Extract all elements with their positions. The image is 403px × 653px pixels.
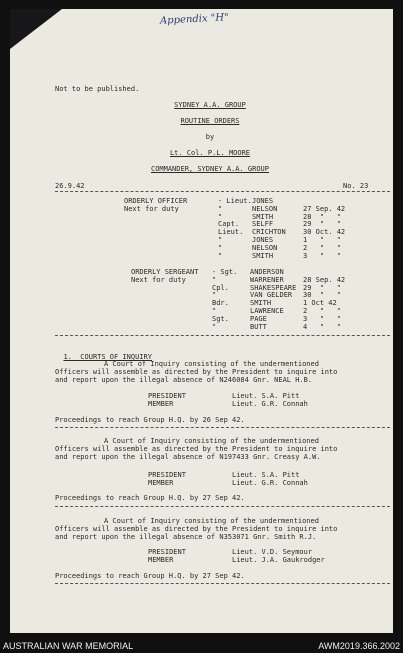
member-label: MEMBER [148,479,174,487]
section-rule [55,335,390,336]
roster-rank: Bdr. [212,299,229,308]
roster-name: JONES [252,236,274,244]
section-heading [55,345,152,361]
orderly-sergeant-sublabel: Next for duty [131,276,186,284]
roster-name: ANDERSON [250,268,284,276]
issuing-officer: Lt. Col. P.L. MOORE [169,149,251,157]
roster-rank: " [218,251,223,260]
roster-name: SMITH [250,299,272,308]
roster-rank: " [212,322,217,331]
member-name: Lieut. G.R. Connah [232,479,308,487]
roster-name: CRICHTON [252,228,286,237]
roster-rank: Lieut. [218,228,244,237]
archive-reference: AWM2019.366.2002 [318,641,400,651]
roster-name: NELSON [252,204,278,213]
president-label: PRESIDENT [148,548,186,556]
roster-rank: " [218,243,223,252]
roster-name: BUTT [250,322,267,331]
roster-date: 28 Sep. 42 [303,275,346,284]
roster-rank: " [212,275,217,284]
roster-date: 29 " " [303,220,341,229]
order-date: 26.9.42 [55,182,85,190]
roster-rank: Sgt. [212,314,229,323]
president-name: Lieut. S.A. Pitt [232,392,300,400]
roster-rank: " [212,291,217,300]
roster-rank: " [212,307,217,315]
inquiry-line: A Court of Inquiry consisting of the undermentioned [104,437,319,445]
roster-date: 2 " " [303,243,341,252]
roster-name: PAGE [250,314,267,323]
orderly-officer-label: ORDERLY OFFICER [124,197,188,205]
proceedings-note: Proceedings to reach Group H.Q. by 27 Sep 42. [55,572,245,580]
inquiry-line: Officers will assemble as directed by the President to inquire into [55,368,338,376]
document-subtitle: ROUTINE ORDERS [180,117,240,125]
roster-date: 29 " " [303,283,341,292]
inquiry-line: and report upon the illegal absence of N197433 Gnr. Creasy A.W. [55,453,321,461]
inquiry-line: and report upon the illegal absence of N353071 Gnr. Smith R.J. [55,533,317,541]
by-line: by [205,133,215,141]
roster-name: LAWRENCE [250,307,284,315]
president-name: Lieut. V.D. Seymour [232,548,313,556]
order-number: No. 23 [343,182,369,190]
member-name: Lieut. J.A. Gaukrodger [232,556,325,564]
orderly-officer-sublabel: Next for duty [124,205,179,213]
member-name: Lieut. G.R. Connah [232,400,308,408]
roster-rank: Capt. [218,220,240,229]
roster-rank: " [218,212,223,221]
roster-date: 30 " " [303,291,341,300]
proceedings-note: Proceedings to reach Group H.Q. by 27 Sep 42. [55,494,245,502]
member-label: MEMBER [148,556,174,564]
section-heading-text: 1. COURTS OF INQUIRY [63,353,152,361]
inquiry-line: Officers will assemble as directed by the President to inquire into [55,445,338,453]
president-label: PRESIDENT [148,471,186,479]
roster-name: SELFF [252,220,274,229]
inquiry-line: A Court of Inquiry consisting of the undermentioned [104,517,319,525]
inquiry-line: and report upon the illegal absence of N246084 Gnr. NEAL H.B. [55,376,313,384]
roster-name: SHAKESPEARE [250,283,297,292]
roster-date: 27 Sep. 42 [303,204,346,213]
president-name: Lieut. S.A. Pitt [232,471,300,479]
handwritten-annotation: Appendix "H" [159,12,229,27]
roster-name: WARRENER [250,275,284,284]
roster-rank: Cpl. [212,283,229,292]
roster-date: 28 " " [303,212,341,221]
roster-rank: " [218,204,223,213]
roster-rank: - Lieut. [218,197,252,205]
command-title: COMMANDER, SYDNEY A.A. GROUP [150,165,269,173]
roster-name: JONES [252,197,274,205]
proceedings-note: Proceedings to reach Group H.Q. by 26 Sep 42. [55,416,245,424]
roster-name: VAN GELDER [250,291,293,300]
roster-name: SMITH [252,251,274,260]
roster-date: 3 " " [303,314,341,323]
roster-name: NELSON [252,243,278,252]
roster-name: SMITH [252,212,274,221]
roster-date: 3 " " [303,251,341,260]
roster-rank: " [218,236,223,244]
archive-footer [0,639,403,653]
classification-note: Not to be published. [55,85,140,93]
member-label: MEMBER [148,400,174,408]
roster-date: 1 Oct 42 [303,299,337,308]
president-label: PRESIDENT [148,392,186,400]
archive-name: AUSTRALIAN WAR MEMORIAL [3,641,134,651]
roster-date: 30 Oct. 42 [303,228,346,237]
roster-date: 4 " " [303,322,341,331]
inquiry-rule [55,427,390,428]
roster-rank: - Sgt. [212,268,238,276]
header-rule [55,191,390,192]
inquiry-rule [55,506,390,507]
orderly-sergeant-label: ORDERLY SERGEANT [131,268,199,276]
inquiry-line: Officers will assemble as directed by the President to inquire into [55,525,338,533]
roster-date: 1 " " [303,236,341,244]
inquiry-rule [55,583,390,584]
document-title: SYDNEY A.A. GROUP [174,101,246,109]
inquiry-line: A Court of Inquiry consisting of the undermentioned [104,360,319,368]
roster-date: 2 " " [303,307,341,315]
